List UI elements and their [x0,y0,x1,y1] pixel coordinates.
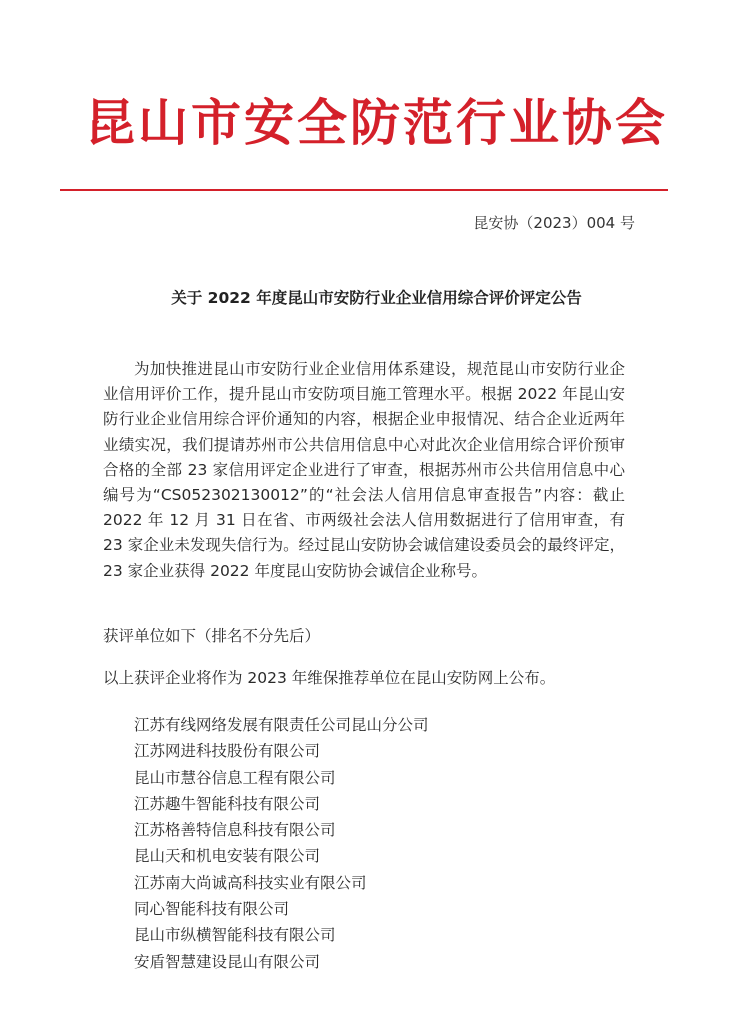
company-item: 江苏南大尚诚高科技实业有限公司 [134,873,367,892]
company-item: 江苏网进科技股份有限公司 [134,742,321,761]
company-item: 江苏趣牛智能科技有限公司 [134,794,321,813]
document-number: 昆安协（2023）004 号 [473,214,635,232]
company-item: 江苏格善特信息科技有限公司 [134,821,336,840]
document-title: 关于 2022 年度昆山市安防行业企业信用综合评价评定公告 [171,289,582,307]
header-divider [60,189,668,191]
organization-header: 昆山市安全防范行业协会 [85,93,668,152]
list-intro: 获评单位如下（排名不分先后） [103,627,321,645]
announcement-text: 以上获评企业将作为 2023 年维保推荐单位在昆山安防网上公布。 [103,669,556,687]
company-item: 安盾智慧建设昆山有限公司 [134,952,321,971]
company-list [134,712,429,975]
company-item: 昆山市慧谷信息工程有限公司 [134,768,336,787]
company-item: 昆山天和机电安装有限公司 [134,847,321,866]
company-item: 江苏有线网络发展有限责任公司昆山分公司 [134,716,429,734]
company-item: 昆山市纵横智能科技有限公司 [134,926,336,945]
company-item: 同心智能科技有限公司 [134,900,290,919]
body-paragraph: 为加快推进昆山市安防行业企业信用体系建设，规范昆山市安防行业企业信用评价工作，提升昆山市安防项目施工管理水平。根据 2022 年昆山安防行业企业信用综合评价通知的内容，根据企业申报情况、结合企业近两年业绩实况，我们提请苏州市公共信用信息中心对此次企业信用综合评价预审合格的全部 23 家信用评定企业进行了审查，根据苏州市公共信用信息中心编号为“CS052302130012”的“社会法人信用信息审查报告”内容：截止 2022 年 12 月 31 日在省、市两级社会法人信用数据进行了信用审查，有 23 家企业未发现失信行为。经过昆山安防协会诚信建设委员会的最终评定，23 家企业获得 2022 年度昆山安防协会诚信企业称号。 [103,360,625,580]
